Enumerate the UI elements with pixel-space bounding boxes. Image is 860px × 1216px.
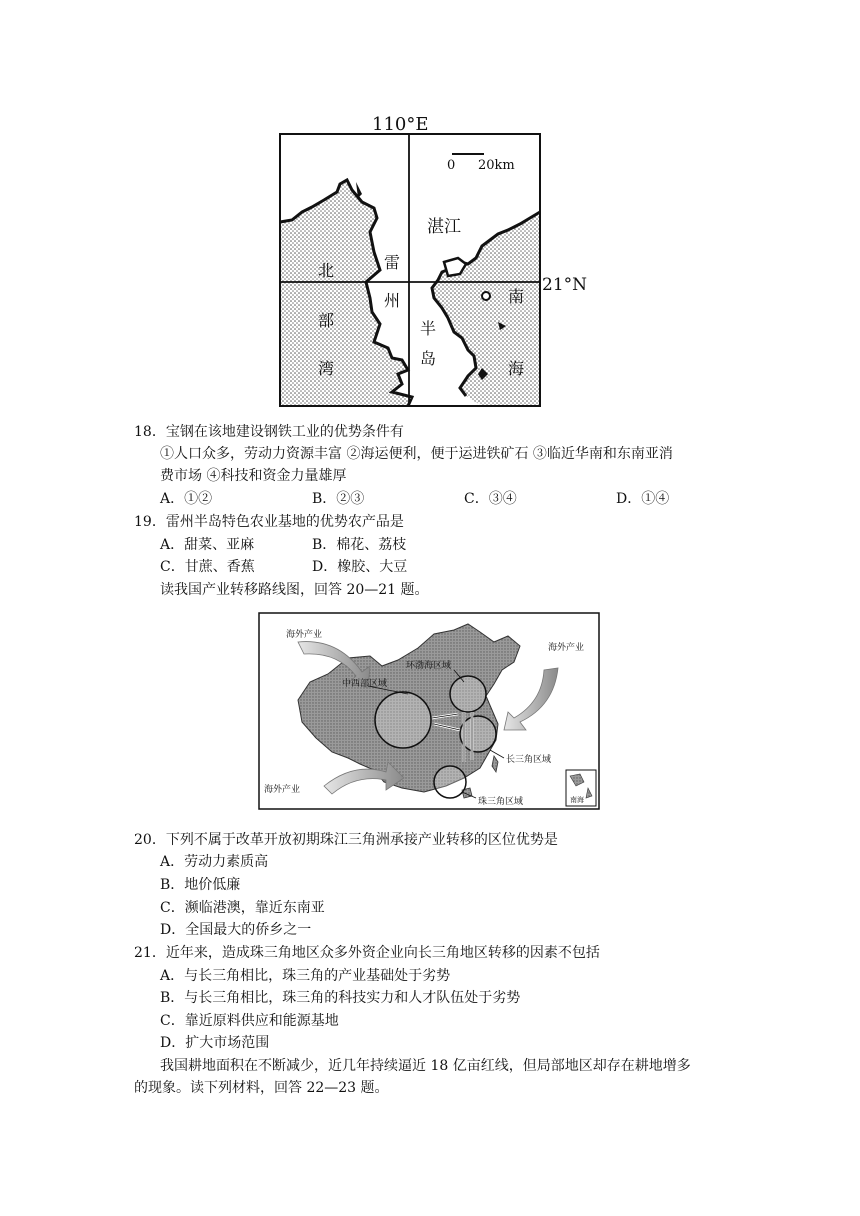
label-hai: 海	[508, 359, 525, 378]
label-overseas-bottom-left: 海外产业	[264, 785, 301, 795]
q20-option-c: C．濒临港澳，靠近东南亚	[160, 900, 325, 916]
label-yangtze-region: 长三角区域	[506, 755, 552, 765]
q19-stem: 19．雷州半岛特色农业基地的优势农产品是	[134, 514, 404, 530]
label-pearl-region: 珠三角区域	[478, 797, 524, 807]
q18-option-b: B．②③	[312, 491, 365, 507]
label-lei: 雷	[384, 253, 401, 272]
q20-option-d: D．全国最大的侨乡之一	[160, 922, 312, 938]
q20-stem: 20．下列不属于改革开放初期珠江三角洲承接产业转移的区位优势是	[134, 832, 558, 848]
leizhou-peninsula-map	[262, 112, 592, 417]
label-ban: 半	[420, 319, 437, 338]
intro-22-23-line2: 的现象。读下列材料，回答 22—23 题。	[134, 1080, 389, 1096]
longitude-label: 110°E	[372, 114, 429, 135]
q19-option-b: B．棉花、荔枝	[312, 537, 407, 553]
q21-option-b: B．与长三角相比，珠三角的科技实力和人才队伍处于劣势	[160, 990, 521, 1006]
label-bohai-region: 环渤海区域	[406, 661, 452, 671]
q20-option-b: B．地价低廉	[160, 877, 241, 893]
q18-stem: 18．宝钢在该地建设钢铁工业的优势条件有	[134, 424, 404, 440]
label-overseas-top-left: 海外产业	[286, 630, 323, 640]
scale-value: 20km	[478, 158, 515, 173]
label-nan: 南	[508, 287, 525, 306]
latitude-label: 21°N	[542, 275, 588, 295]
q18-option-a: A．①②	[160, 491, 213, 507]
label-bei: 北	[318, 261, 335, 280]
intro-20-21: 读我国产业转移路线图，回答 20—21 题。	[160, 582, 429, 598]
q21-stem: 21．近年来，造成珠三角地区众多外资企业向长三角地区转移的因素不包括	[134, 945, 600, 961]
q18-option-c: C．③④	[464, 491, 517, 507]
q19-option-d: D．橡胶、大豆	[312, 559, 408, 575]
label-bu: 部	[318, 311, 335, 330]
q21-option-a: A．与长三角相比，珠三角的产业基础处于劣势	[160, 968, 451, 984]
label-south-sea-inset: 南海	[570, 796, 584, 804]
q19-option-a: A．甜菜、亚麻	[160, 537, 255, 553]
q19-option-c: C．甘蔗、香蕉	[160, 559, 255, 575]
q20-option-a: A．劳动力素质高	[160, 854, 269, 870]
q18-body-line1: ①人口众多，劳动力资源丰富 ②海运便利，便于运进铁矿石 ③临近华南和东南亚消	[160, 446, 673, 462]
label-zhou: 州	[384, 291, 401, 310]
q21-option-d: D．扩大市场范围	[160, 1035, 270, 1051]
label-wan: 湾	[318, 359, 335, 378]
label-dao: 岛	[420, 349, 437, 368]
industry-transfer-map	[258, 612, 600, 810]
q21-option-c: C．靠近原料供应和能源基地	[160, 1013, 339, 1029]
label-central-west-region: 中西部区域	[342, 679, 388, 689]
q18-body-line2: 费市场 ④科技和资金力量雄厚	[160, 468, 347, 484]
label-overseas-top-right: 海外产业	[548, 643, 585, 653]
label-zhanjiang: 湛江	[427, 217, 461, 237]
q18-option-d: D．①④	[616, 491, 670, 507]
scale-zero: 0	[447, 158, 456, 173]
intro-22-23-line1: 我国耕地面积在不断减少，近几年持续逼近 18 亿亩红线，但局部地区却存在耕地增多	[160, 1058, 691, 1074]
